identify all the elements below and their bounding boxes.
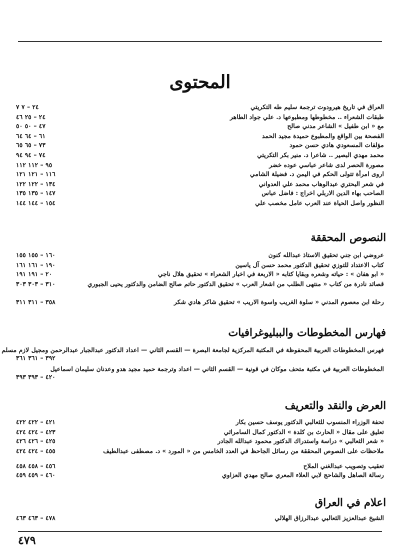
toc-entry: المخطوطات العربية في مكتبة متحف موكان في قونية — القسم الثاني — اعداد وترجمة حميد مجيد هدو وعدنان سليمان اسماعيل ٤٢٠ – ٣٩٣ ٣٩٣: [16, 366, 384, 381]
section-heading: اعلام في العراق: [314, 497, 386, 509]
toc-entry: الشيخ عبدالعزيز الثعالبي عبدالرزاق الهلالي ٤٧٨ – ٤٦٣ ٤٦٣: [16, 515, 384, 522]
toc-entry: طبقات الشعراء .. مخطوطها ومطبوعها د. علي جواد الطاهر ٢٤ – ٢٥ ٤٦: [16, 113, 384, 121]
toc-entry: الصاحب بهاء الدين الاربلي اخراج : فاضل عباس ١٤٧ – ١٣٥ ١٣٥: [16, 190, 384, 198]
toc-entry: عروضي ابن جني تحقيق الاستاذ عبدالله كنون ١٦٠ – ١٥٥ ١٥٥: [16, 252, 384, 259]
toc-entry: مؤلفات المسعودي هادي حسن حمود ٧٣ – ٦٥ ٦٥: [16, 142, 384, 150]
section-iraq-figures: [16, 514, 384, 524]
section-heading: فهارس المخطوطات والببليوغرافيات: [228, 327, 386, 339]
toc-entry: « شعر الثعالبي » دراسة واستدراك الدكتور محمود عبدالله الجادر ٤٢٥ – ٤٢٦ ٤٢٦: [16, 438, 384, 446]
toc-entry: مصورة الحصر لدى شاعر عباسي عوده خضر ٩٥ – ١١٢ ١١٢: [16, 161, 384, 169]
section-manuscripts: [1, 346, 384, 384]
toc-entry: رحلة ابن معصوم المدني « سلوة الغريب واسوة الاريب » تحقيق شاكر هادي شكر ٣٥٨ – ٣١١ ٣١١: [16, 299, 384, 307]
toc-entry: مع « ابن طفيل » الشاعر مدني صالح ٤٧ – ٥٠ ٥٠: [16, 123, 384, 131]
toc-entry: قصائد نادرة من كتاب « منتهى الطلب من اشعار العرب » تحقيق الدكتور حاتم صالح الضامن والدكتور يحيى الجبوري ٣١٠ – ٣٠٣ ٣٠٣: [16, 280, 384, 288]
bottom-rule: [18, 531, 382, 532]
page-number: ٤٧٩: [18, 534, 36, 547]
section-reviews: [16, 418, 384, 481]
toc-entry: فهرس المخطوطات العربية المحفوظة في المكتبة المركزية لجامعة البصرة — القسم الثاني — اعداد الدكتور عبدالجبار عبدالرحمن ومجيل لازم مسلم ٣٩٢ – ٣٦١ ٣٦١: [1, 347, 384, 362]
toc-entry: محمد مهدي البصير .. شاعرا د. منير بكر التكريتي ٧٤ – ٩٤ ٩٤: [16, 151, 384, 159]
section-edited-texts: [16, 251, 384, 308]
section-heading: النصوص المحققة: [310, 232, 386, 244]
toc-entry: اروى امرأة تتولى الحكم في اليمن د. فضيلة الشامي ١١٦ – ١٢١ ١٢١: [16, 171, 384, 179]
toc-entry: « ابو هفان » : حياته وشعره وبقايا كتابه « الاربعة في اخبار الشعراء » تحقيق هلال ناجي ٢٠ – ١٩١ ١٩١: [16, 271, 384, 279]
page-title: المحتوى: [169, 72, 231, 93]
toc-entry: العراق في تاريخ هيرودوت ترجمة سليم طه التكريتي ٢٤ – ٧ ٧: [16, 104, 384, 111]
toc-entry: الفصحة بين الواقع والمطبوع حميدة مجيد الحمد ٦١ – ٦٤ ٦٤: [16, 132, 384, 140]
toc-entry: تعليق على مقال « الحارث بن كلدة » الدكتور كمال السامرائي ٤٢٣ – ٤٢٤ ٤٢٤: [16, 428, 384, 436]
toc-entry: في شعر البحتري عبدالوهاب محمد علي العدواني ١٣٤ – ١٢٢ ١٢٢: [16, 180, 384, 188]
toc-entry: تعقيب وتصويب عبدالغني الملاح ٤٥٦ – ٤٥٨ ٤٥٨: [16, 462, 384, 470]
toc-entry: النظور واصل الحياة عند العرب عامل مخصب علي ١٥٤ – ١٤٤ ١٤٤: [16, 199, 384, 207]
toc-entry: كتاب الاعتداد للتوزي تحقيق الدكتور محمد حسن آل ياسين ١٩٠ – ١٦١ ١٦١: [16, 261, 384, 269]
top-rule: [18, 41, 382, 42]
section-heading: العرض والنقد والتعريف: [284, 400, 386, 412]
section-main-articles: [16, 103, 384, 209]
toc-entry: ملاحظات على النصوص المحققة من رسائل الجاحظ في العدد الخامس من « المورد » د. مصطفى عبدالطيف ٤٥٥ – ٤٢٤ ٤٢٤: [16, 447, 384, 455]
toc-entry: رسالة الصاهل والشاحج لابي العلاء المعري صالح مهدي العزاوي ٤٦٠ – ٤٥٩ ٤٥٩: [16, 472, 384, 480]
toc-entry: تحفة الوزراء المنسوب للثعالبي الدكتور يوسف حسين بكار ٤٢١ – ٤٢٢ ٤٢٢: [16, 419, 384, 426]
